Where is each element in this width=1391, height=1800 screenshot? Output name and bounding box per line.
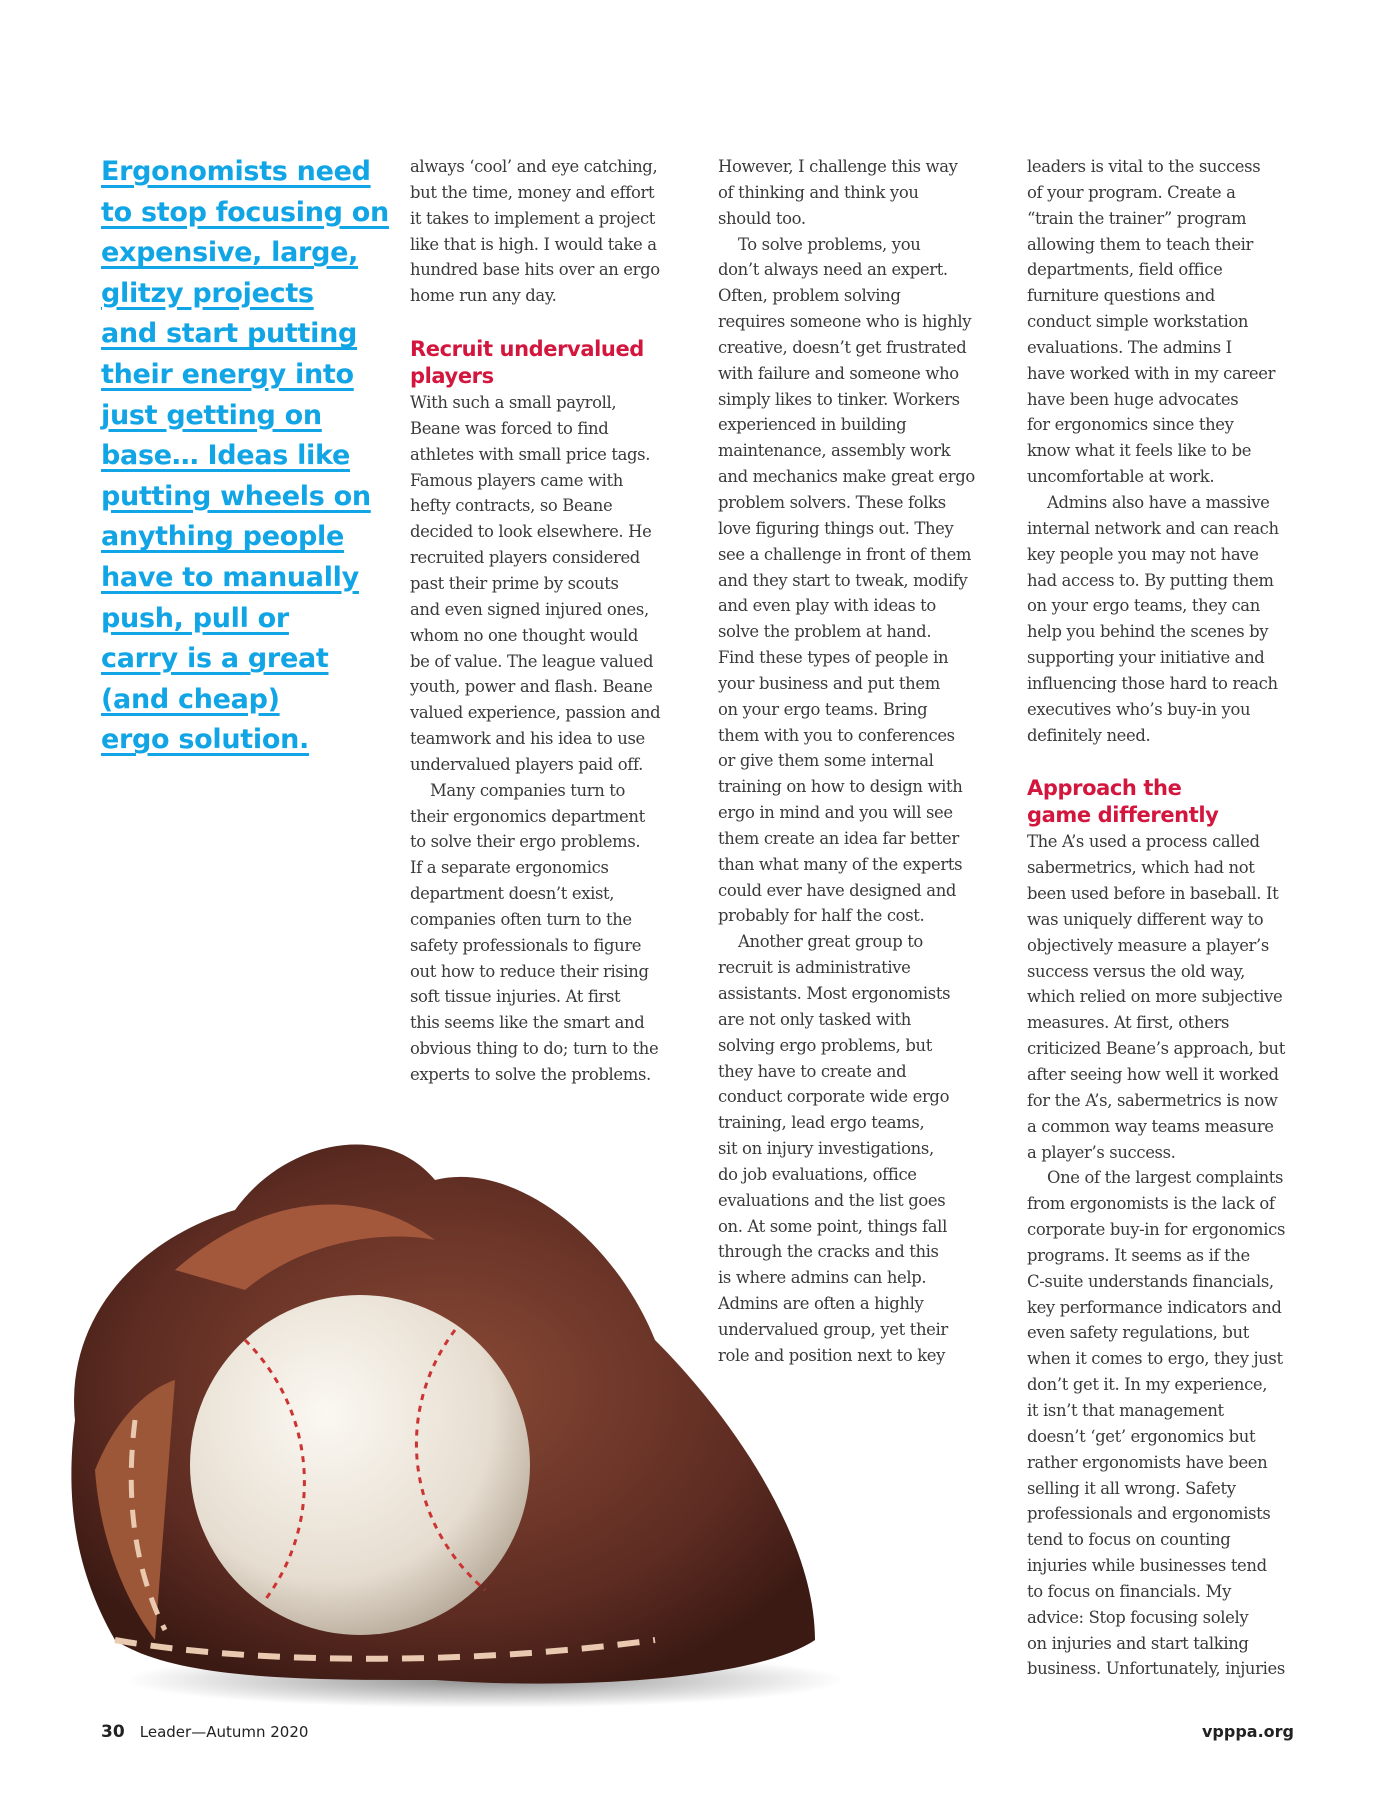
pull-quote-line <box>101 152 386 193</box>
text-line: home run any day. <box>410 286 557 306</box>
text-line: “train the trainer” program <box>1027 208 1247 228</box>
text-line: training, lead ergo teams, <box>718 1113 925 1133</box>
text-line: don’t always need an expert. <box>718 260 948 280</box>
text-line: whom no one thought would <box>410 625 639 645</box>
text-line: Another great group to <box>738 932 923 952</box>
text-line: sabermetrics, which had not <box>1027 858 1255 878</box>
paragraph <box>1027 154 1312 490</box>
paragraph <box>1027 829 1312 1165</box>
text-line: Find these types of people in <box>718 648 949 668</box>
pull-quote-text: to stop focusing on <box>101 196 389 228</box>
text-line: requires someone who is highly <box>718 312 972 332</box>
text-line: are not only tasked with <box>718 1009 911 1029</box>
text-line: recruited players considered <box>410 548 640 568</box>
text-line: of thinking and think you <box>718 182 919 202</box>
page-number: 30 <box>101 1722 125 1742</box>
pull-quote-line <box>101 680 386 721</box>
text-line: experienced in building <box>718 415 907 435</box>
text-line: love figuring things out. They <box>718 518 954 538</box>
text-line: C-suite understands financials, <box>1027 1271 1274 1291</box>
pull-quote-line <box>101 477 386 518</box>
text-line: key performance indicators and <box>1027 1297 1282 1317</box>
text-line: past their prime by scouts <box>410 573 619 593</box>
text-line: definitely need. <box>1027 725 1151 745</box>
text-line: a common way teams measure <box>1027 1116 1274 1136</box>
text-line: after seeing how well it worked <box>1027 1065 1279 1084</box>
text-line: influencing those hard to reach <box>1027 673 1278 693</box>
pull-quote-line <box>101 639 386 680</box>
pull-quote <box>101 152 389 761</box>
page-footer <box>101 1722 1294 1742</box>
text-line: training on how to design with <box>718 777 963 797</box>
pull-quote-line <box>101 233 386 274</box>
text-line: your business and put them <box>718 673 940 693</box>
pull-quote-text: just getting on <box>101 399 322 431</box>
text-line: success versus the old way, <box>1027 961 1245 981</box>
text-line: recruit is administrative <box>718 958 911 978</box>
pull-quote-line <box>101 193 389 234</box>
text-line: through the cracks and this <box>718 1242 939 1262</box>
text-line: and even play with ideas to <box>718 596 936 616</box>
section-heading: players <box>410 364 494 389</box>
text-line: companies often turn to the <box>410 909 632 929</box>
text-line: their ergonomics department <box>410 806 645 826</box>
text-line: a player’s success. <box>1027 1142 1176 1162</box>
text-line: could ever have designed and <box>718 880 957 900</box>
pull-quote-text: and start putting <box>101 318 358 350</box>
text-line: is where admins can help. <box>718 1268 927 1288</box>
text-line: out how to reduce their rising <box>410 961 649 981</box>
pull-quote-text: have to manually <box>101 561 359 593</box>
pull-quote-text: ergo solution. <box>101 724 309 756</box>
text-line: do job evaluations, office <box>718 1164 917 1184</box>
text-line: With such a small payroll, <box>410 393 617 413</box>
text-line: for ergonomics since they <box>1027 415 1234 435</box>
text-line: undervalued group, yet their <box>718 1319 948 1339</box>
text-line: Many companies turn to <box>430 780 626 800</box>
pull-quote-text: base… Ideas like <box>101 440 350 472</box>
section-heading: game differently <box>1027 803 1219 828</box>
text-line: on. At some point, things fall <box>718 1216 947 1236</box>
text-line: to focus on financials. My <box>1027 1581 1231 1601</box>
text-line: professionals and ergonomists <box>1027 1504 1271 1524</box>
text-line: see a challenge in front of them <box>718 544 972 564</box>
text-line: be of value. The league valued <box>410 651 654 671</box>
text-line: Often, problem solving <box>718 286 901 306</box>
text-line: hefty contracts, so Beane <box>410 496 613 516</box>
text-line: creative, doesn’t get frustrated <box>718 337 967 357</box>
text-line: solve the problem at hand. <box>718 622 932 642</box>
text-line: and even signed injured ones, <box>410 599 649 619</box>
text-line: furniture questions and <box>1027 286 1215 306</box>
text-line: doesn’t ‘get’ ergonomics but <box>1027 1426 1256 1446</box>
spacer <box>410 309 695 336</box>
text-line: internal network and can reach <box>1027 518 1279 538</box>
text-line: of your program. Create a <box>1027 182 1236 202</box>
text-line: them create an idea far better <box>718 828 959 848</box>
text-line: obvious thing to do; turn to the <box>410 1039 659 1059</box>
text-line: valued experience, passion and <box>410 703 661 723</box>
text-line: rather ergonomists have been <box>1027 1452 1268 1472</box>
text-line: Admins are often a highly <box>718 1294 924 1314</box>
text-line: hundred base hits over an ergo <box>410 260 660 280</box>
text-line: have worked with in my career <box>1027 363 1276 383</box>
text-line: supporting your initiative and <box>1027 648 1265 668</box>
text-line: conduct simple workstation <box>1027 312 1249 332</box>
paragraph <box>410 390 695 778</box>
article-column-1 <box>410 154 695 1088</box>
text-line: had access to. By putting them <box>1027 570 1274 590</box>
pull-quote-text: carry is a great <box>101 643 329 675</box>
text-line: and mechanics make great ergo <box>718 467 975 487</box>
text-line: allowing them to teach their <box>1027 234 1254 254</box>
paragraph <box>410 154 695 309</box>
paragraph <box>718 232 1003 930</box>
text-line: business. Unfortunately, injuries <box>1027 1659 1285 1679</box>
text-line: Beane was forced to find <box>410 418 609 438</box>
text-line: problem solvers. These folks <box>718 492 946 512</box>
text-line: decided to look elsewhere. He <box>410 522 652 542</box>
pull-quote-line <box>101 396 386 437</box>
text-line: To solve problems, you <box>738 234 921 254</box>
text-line: uncomfortable at work. <box>1027 467 1215 487</box>
website-link[interactable]: vpppa.org <box>1202 1722 1294 1741</box>
text-line: role and position next to key <box>718 1345 946 1365</box>
paragraph <box>1027 490 1312 748</box>
text-line: help you behind the scenes by <box>1027 622 1269 642</box>
pull-quote-line <box>101 558 386 599</box>
baseball-glove-photo <box>55 1120 855 1710</box>
text-line: evaluations and the list goes <box>718 1190 946 1210</box>
text-line: youth, power and flash. Beane <box>410 677 653 697</box>
text-line: soft tissue injuries. At first <box>410 987 621 1007</box>
text-line: probably for half the cost. <box>718 906 925 926</box>
text-line: key people you may not have <box>1027 544 1259 564</box>
text-line: on injuries and start talking <box>1027 1633 1249 1653</box>
text-line: teamwork and his idea to use <box>410 729 645 749</box>
text-line: on your ergo teams, they can <box>1027 596 1260 616</box>
text-line: Famous players came with <box>410 470 623 490</box>
text-line: when it comes to ergo, they just <box>1027 1349 1283 1369</box>
text-line: criticized Beane’s approach, but <box>1027 1039 1285 1059</box>
text-line: selling it all wrong. Safety <box>1027 1478 1236 1498</box>
text-line: athletes with small price tags. <box>410 444 651 464</box>
text-line: solving ergo problems, but <box>718 1035 932 1055</box>
text-line: ergo in mind and you will see <box>718 803 953 823</box>
text-line: The A’s used a process called <box>1027 832 1260 852</box>
pull-quote-line <box>101 274 386 315</box>
section-heading: Approach the <box>1027 776 1182 801</box>
pull-quote-text: push, pull or <box>101 602 289 634</box>
text-line: department doesn’t exist, <box>410 884 615 904</box>
text-line: it isn’t that management <box>1027 1400 1224 1420</box>
spacer <box>1027 748 1312 775</box>
text-line: them with you to conferences <box>718 725 955 745</box>
text-line: always ‘cool’ and eye catching, <box>410 157 658 176</box>
text-line: it takes to implement a project <box>410 208 656 228</box>
text-line: objectively measure a player’s <box>1027 935 1269 955</box>
text-line: If a separate ergonomics <box>410 858 609 878</box>
text-line: this seems like the smart and <box>410 1013 645 1033</box>
pull-quote-line <box>101 436 386 477</box>
text-line: corporate buy-in for ergonomics <box>1027 1220 1286 1240</box>
text-line: on your ergo teams. Bring <box>718 699 928 719</box>
text-line: departments, field office <box>1027 260 1223 280</box>
text-line: like that is high. I would take a <box>410 234 657 254</box>
pull-quote-line <box>101 355 386 396</box>
text-line: even safety regulations, but <box>1027 1323 1249 1343</box>
text-line: Admins also have a massive <box>1047 492 1270 512</box>
article-column-3 <box>1027 154 1312 1682</box>
text-line: don’t get it. In my experience, <box>1027 1375 1268 1395</box>
text-line: measures. At first, others <box>1027 1013 1230 1033</box>
pull-quote-text: Ergonomists need <box>101 156 371 187</box>
text-line: assistants. Most ergonomists <box>718 984 951 1003</box>
text-line: for the A’s, sabermetrics is now <box>1027 1090 1278 1110</box>
text-line: tend to focus on counting <box>1027 1530 1231 1550</box>
text-line: or give them some internal <box>718 751 934 771</box>
text-line: than what many of the experts <box>718 854 963 874</box>
text-line: However, I challenge this way <box>718 157 958 176</box>
pull-quote-text: expensive, large, <box>101 237 359 269</box>
pull-quote-text: (and cheap) <box>101 683 280 715</box>
pull-quote-line <box>101 314 386 355</box>
text-line: leaders is vital to the success <box>1027 157 1261 176</box>
text-line: was uniquely different way to <box>1027 909 1264 929</box>
text-line: know what it feels like to be <box>1027 441 1252 461</box>
pull-quote-text: putting wheels on <box>101 480 371 512</box>
pull-quote-line <box>101 720 386 761</box>
publication-name: Leader—Autumn 2020 <box>139 1723 309 1741</box>
pull-quote-text: their energy into <box>101 358 354 390</box>
text-line: undervalued players paid off. <box>410 754 643 774</box>
text-line: should too. <box>718 208 806 228</box>
text-line: been used before in baseball. It <box>1027 884 1279 904</box>
text-line: to solve their ergo problems. <box>410 832 641 852</box>
text-line: programs. It seems as if the <box>1027 1245 1250 1265</box>
text-line: which relied on more subjective <box>1027 987 1283 1007</box>
text-line: with failure and someone who <box>718 363 959 383</box>
text-line: conduct corporate wide ergo <box>718 1087 950 1107</box>
text-line: they have to create and <box>718 1061 907 1081</box>
pull-quote-text: glitzy projects <box>101 277 314 309</box>
text-line: and they start to tweak, modify <box>718 570 968 590</box>
text-line: simply likes to tinker. Workers <box>718 389 960 409</box>
text-line: One of the largest complaints <box>1047 1168 1284 1188</box>
text-line: executives who’s buy-in you <box>1027 699 1251 719</box>
paragraph <box>410 778 695 1088</box>
paragraph <box>718 154 1003 232</box>
text-line: but the time, money and effort <box>410 182 655 202</box>
pull-quote-line <box>101 517 386 558</box>
pull-quote-line <box>101 599 386 640</box>
text-line: maintenance, assembly work <box>718 441 951 461</box>
section-heading: Recruit undervalued <box>410 337 644 362</box>
text-line: evaluations. The admins I <box>1027 337 1232 357</box>
text-line: experts to solve the problems. <box>410 1065 651 1084</box>
text-line: sit on injury investigations, <box>718 1139 934 1159</box>
text-line: injuries while businesses tend <box>1027 1556 1267 1576</box>
text-line: safety professionals to figure <box>410 935 642 955</box>
text-line: advice: Stop focusing solely <box>1027 1607 1249 1627</box>
pull-quote-text: anything people <box>101 521 344 553</box>
text-line: from ergonomists is the lack of <box>1027 1194 1275 1214</box>
paragraph <box>1027 1165 1312 1682</box>
text-line: have been huge advocates <box>1027 389 1239 409</box>
